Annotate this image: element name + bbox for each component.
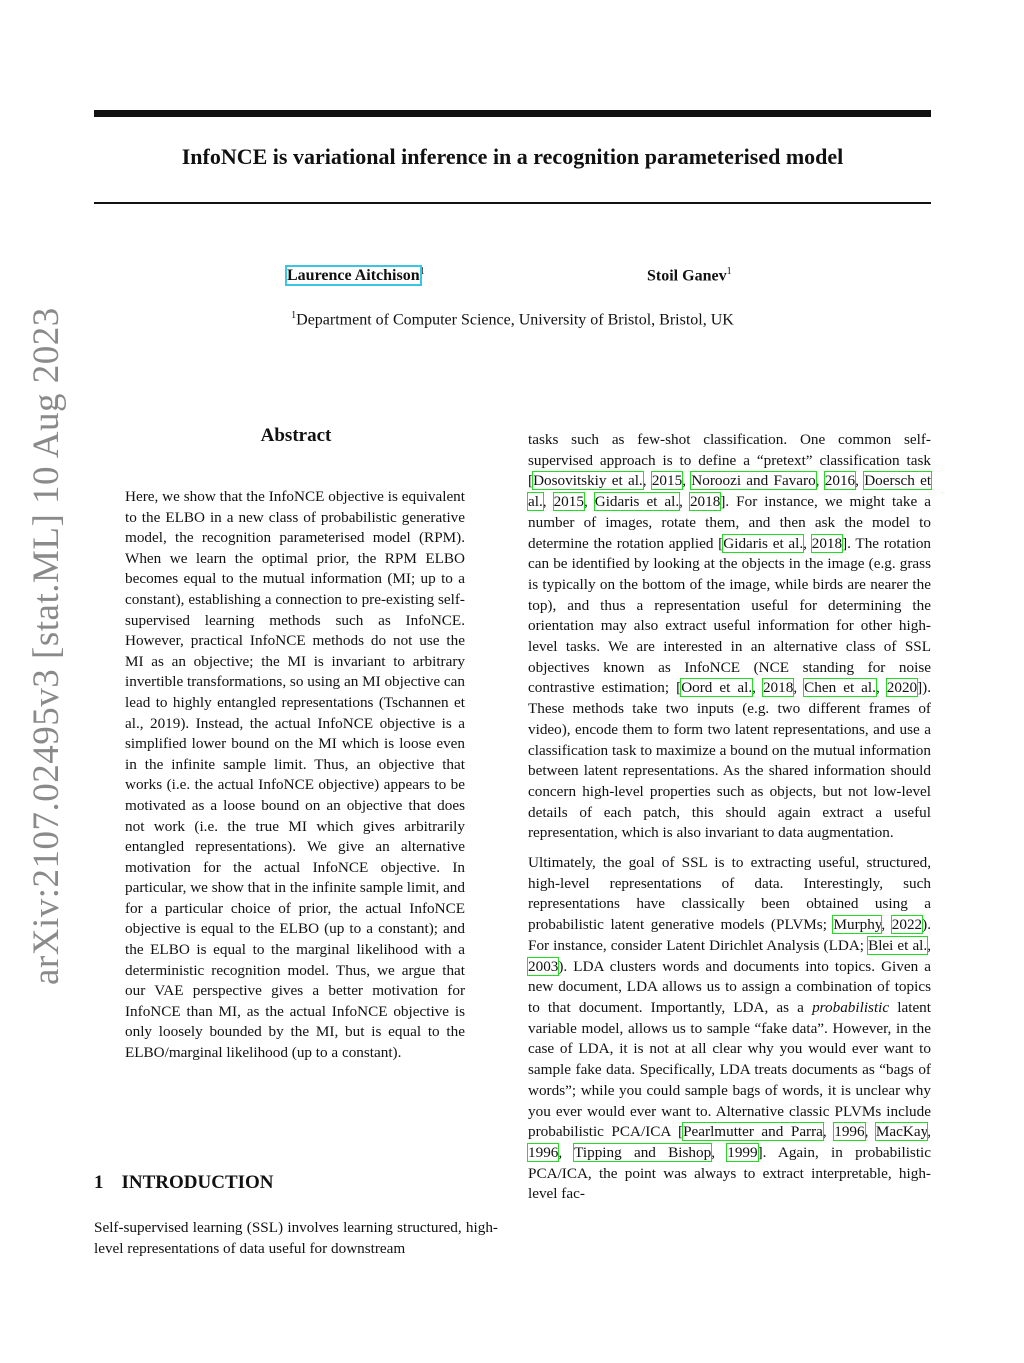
citation-link[interactable]: 1996	[528, 1143, 559, 1161]
text-run: ,	[542, 493, 554, 511]
citation-link[interactable]: Noroozi and Favaro	[691, 472, 816, 490]
abstract-heading: Abstract	[260, 425, 332, 446]
citation-link[interactable]: 2018	[811, 534, 843, 552]
citation-link[interactable]: Gidaris et al.	[723, 534, 804, 552]
text-run: ,	[875, 679, 887, 697]
text-run: ,	[822, 1123, 835, 1141]
citation-link[interactable]: Murphy	[833, 916, 882, 934]
author-2-name: Stoil Ganev	[647, 267, 727, 285]
citation-link[interactable]: 2018	[762, 679, 794, 697]
citation-link[interactable]: 2020	[886, 679, 918, 697]
citation-link[interactable]: Gidaris et al.	[594, 493, 680, 511]
text-run: ,	[679, 493, 690, 511]
affiliation-mark: 1	[291, 310, 297, 321]
section-heading	[94, 1172, 274, 1194]
text-run: ,	[711, 1143, 728, 1161]
text-run: ]). These methods take two inputs (e.g. two different frames of video), encode them to form two latent representations, and use a classification task to maximize a bound on the mutual information between latent representations. As the shared information should concern high-level properties such as objects, but not low-level details of each patch, this should again extract a useful representation, which is also invariant to data augmentation.	[528, 679, 932, 842]
citation-link[interactable]: Dosovitskiy et al.	[533, 472, 643, 490]
author-2-affil-mark: 1	[726, 266, 732, 277]
author-1[interactable]	[287, 266, 425, 285]
text-run: ,	[815, 472, 825, 490]
text-run: ,	[803, 534, 812, 552]
affiliation	[94, 310, 931, 329]
text-run: ,	[855, 472, 865, 490]
text-run: ). For instance, consider Latent Dirichlet Analysis (LDA;	[528, 916, 931, 954]
citation-link[interactable]: 1996	[834, 1123, 865, 1141]
citation-link[interactable]: 2003	[528, 957, 559, 975]
citation-link[interactable]: Pearlmutter and Parra	[683, 1123, 823, 1141]
paragraph-1	[528, 430, 931, 844]
author-1-name-link[interactable]: Laurence Aitchison	[287, 267, 420, 285]
section-title: INTRODUCTION	[121, 1172, 274, 1193]
citation-link[interactable]: 2016	[824, 472, 856, 490]
top-rule	[94, 110, 931, 117]
text-run: ,	[793, 679, 805, 697]
title-rule	[94, 202, 931, 204]
text-run: ,	[682, 472, 692, 490]
citation-link[interactable]: 2015	[651, 472, 683, 490]
citation-link[interactable]: 2022	[891, 916, 923, 934]
text-run: ]. Again, in probabilistic PCA/ICA, the point was always to extract interpretable, high-level fac-	[528, 1143, 932, 1203]
text-run: ,	[558, 1143, 575, 1161]
citation-link[interactable]: MacKay	[875, 1123, 928, 1141]
emphasis: probabilistic	[812, 998, 890, 1016]
text-run: tasks such as few-shot classification. One common self-supervised approach is to define a “pretext” classification task [	[528, 431, 931, 490]
text-run: ,	[752, 679, 763, 697]
citation-link[interactable]: 2015	[553, 493, 584, 511]
text-run: ,	[642, 472, 652, 490]
arxiv-identifier: arXiv:2107.02495v3 [stat.ML] 10 Aug 2023	[26, 307, 67, 985]
citation-link[interactable]: Doersch et al.	[528, 472, 932, 511]
text-run: ,	[881, 916, 892, 934]
intro-paragraph: Self-supervised learning (SSL) involves learning structured, high-level representations of data useful for downstream	[94, 1219, 498, 1257]
text-run: Ultimately, the goal of SSL is to extracting useful, structured, high-level representations of data. Interestingly, such representations have classically been obtained using a probabilistic latent generative models (PLVMs;	[528, 854, 931, 934]
section-number: 1	[94, 1172, 104, 1193]
text-run: latent variable model, allows us to sample “fake data”. However, in the case of LDA, it is not at all clear why you would ever want to sample fake data. Specifically, LDA treats documents as “bags of words”; while you could sample bags of words, it is unclear why you ever would ever want to. Alternative classic PLVMs include probabilistic PCA/ICA [	[528, 998, 931, 1141]
affiliation-text: Department of Computer Science, University of Bristol, Bristol, UK	[296, 311, 734, 329]
text-run: ,	[864, 1123, 876, 1141]
paragraph-2	[528, 853, 931, 1205]
paper-title: InfoNCE is variational inference in a recognition parameterised model	[181, 144, 844, 169]
text-run: ]. The rotation can be identified by looking at the objects in the image (e.g. grass is typically on the bottom of the image, while birds are nearer the top), and thus a representation useful for determining the orientation may also extract useful information for other high-level tasks. We are interested in an alternative class of SSL objectives known as InfoNCE (NCE standing for noise contrastive estimation; [	[528, 534, 932, 697]
citation-link[interactable]: 2018	[689, 493, 721, 511]
citation-link[interactable]: Oord et al.	[681, 679, 753, 697]
citation-link[interactable]: Tipping and Bishop	[574, 1143, 712, 1161]
citation-link[interactable]: 1999	[727, 1143, 758, 1161]
author-1-affil-mark: 1	[419, 266, 425, 277]
citation-link[interactable]: Blei et al.	[868, 936, 928, 954]
text-run: ). LDA clusters words and documents into topics. Given a new document, LDA allows us to assign a combination of topics to that document. Importantly, LDA, as a	[528, 957, 931, 1016]
abstract-body: Here, we show that the InfoNCE objective is equivalent to the ELBO in a new class of probabilistic generative model, the recognition parameterised model (RPM). When we learn the optimal prior, the RPM ELBO becomes equal to the mutual information (MI; up to a constant), establishing a connection to pre-existing self-supervised learning methods such as InfoNCE. However, practical InfoNCE methods do not use the MI as an objective; the MI is invariant to arbitrary invertible transformations, so using an MI objective can lead to highly entangled representations (Tschannen et al., 2019). Instead, the actual InfoNCE objective is a simplified lower bound on the MI which is loose even in the infinite sample limit. Thus, an objective that works (i.e. the actual InfoNCE objective) appears to be motivated as a loose bound on an objective that does not work (i.e. the true MI which gives arbitrarily entangled representations). We give an alternative motivation for the actual InfoNCE objective. In particular, we show that in the infinite sample limit, and for a particular choice of prior, the actual InfoNCE objective is equal to the ELBO (up to a constant); and the ELBO is equal to the marginal likelihood with a deterministic recognition model. Thus, we argue that our VAE perspective gives a better motivation for InfoNCE than MI, as the actual InfoNCE objective is only loosely bounded by the MI, but is equal to the ELBO/marginal likelihood (up to a constant).	[125, 488, 465, 1062]
text-run: ,	[927, 936, 931, 954]
text-run: ]. For instance, we might take a number of images, rotate them, and then ask the model to determine the rotation applied [	[528, 493, 931, 552]
text-run: ,	[927, 1123, 932, 1141]
text-run: ,	[583, 493, 595, 511]
citation-link[interactable]: Chen et al.	[804, 679, 876, 697]
right-column	[528, 430, 931, 1214]
author-2	[647, 266, 732, 285]
